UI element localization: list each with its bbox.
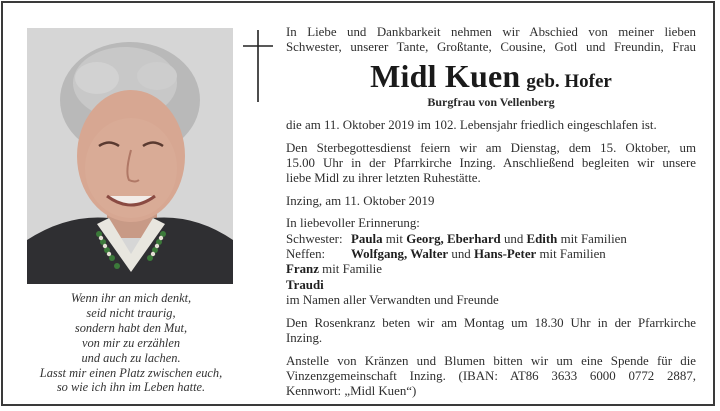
donation-line-1: Anstelle von Kränzen und Blumen bitten wir um eine Spende für die: [286, 353, 696, 368]
cross-icon: [243, 30, 273, 102]
deceased-name: [286, 58, 696, 94]
relatives-all: im Namen aller Verwandten und Freunde: [286, 293, 499, 308]
sibling-partner: Edith: [526, 231, 558, 246]
name-subtitle: Burgfrau von Vellenberg: [427, 94, 555, 109]
siblings-label: Schwester:: [286, 231, 343, 246]
sibling-partners: Georg, Eberhard: [406, 231, 501, 246]
death-notice: die am 11. Oktober 2019 im 102. Lebensjahr friedlich eingeschlafen ist.: [286, 118, 657, 133]
portrait-illustration: [27, 28, 233, 284]
donation-info: [286, 354, 696, 400]
place-date: Inzing, am 11. Oktober 2019: [286, 193, 435, 208]
family-suffix: mit Familien: [560, 231, 627, 246]
nephews-label: Neffen:: [286, 247, 326, 262]
poem-line: Lasst mir einen Platz zwischen euch,: [39, 365, 223, 380]
rosary-info: [286, 316, 696, 347]
relative-name: Franz: [286, 262, 319, 277]
nephew-name: Hans-Peter: [473, 247, 537, 262]
poem-line: sondern habt den Mut,: [74, 320, 188, 335]
family-suffix: mit Familie: [322, 262, 382, 277]
birth-name: geb. Hofer: [526, 70, 612, 92]
memorial-poem: [19, 291, 243, 395]
notice-text-column: [286, 25, 696, 400]
donation-line-3: Kennwort: „Midl Kuen“): [286, 384, 417, 399]
relatives-list: [286, 232, 696, 309]
service-line-1: Den Sterbegottesdienst feiern wir am Dienstag, dem 15. Oktober, um: [286, 140, 696, 155]
intro-text: [286, 25, 696, 56]
memory-heading: In liebevoller Erinnerung:: [286, 216, 420, 231]
obituary-card: [1, 1, 715, 406]
family-suffix: mit Familien: [539, 247, 606, 262]
relatives-nephews: [286, 247, 696, 262]
nephew-names: Wolfgang, Walter: [351, 247, 449, 262]
poem-line: seid nicht traurig,: [86, 305, 176, 320]
service-info: [286, 141, 696, 187]
poem-line: und auch zu lachen.: [81, 350, 181, 365]
connector-text: und: [503, 231, 524, 246]
intro-line-1: In Liebe und Dankbarkeit nehmen wir Abschied von meiner lieben: [286, 25, 696, 39]
sibling-name: Paula: [351, 231, 383, 246]
service-line-2: 15.00 Uhr in der Pfarrkirche Inzing. Anschließend begleiten wir unsere: [286, 156, 696, 171]
name-main: Midl Kuen: [370, 57, 521, 94]
service-line-3: liebe Midl zu ihrer letzten Ruhestätte.: [286, 171, 481, 186]
relatives-siblings: [286, 232, 696, 247]
donation-line-2: Vinzenzgemeinschaft Inzing. (IBAN: AT86 3633 6000 0772 2887,: [286, 368, 696, 383]
poem-line: Wenn ihr an mich denkt,: [70, 291, 192, 305]
poem-line: so wie ich ihn im Leben hatte.: [56, 380, 206, 395]
connector-text: und: [451, 247, 471, 262]
rosary-line-1: Den Rosenkranz beten wir am Montag um 18.30 Uhr in der Pfarrkirche: [286, 315, 696, 330]
portrait-photo: [27, 28, 233, 284]
rosary-line-2: Inzing.: [286, 331, 323, 346]
poem-line: von mir zu erzählen: [81, 335, 181, 350]
intro-line-2: Schwester, unserer Tante, Großtante, Cousine, Gotl und Freundin, Frau: [286, 40, 696, 55]
connector-text: mit: [385, 231, 403, 246]
relatives-franz: [286, 262, 696, 277]
relative-traudi: Traudi: [286, 277, 324, 292]
